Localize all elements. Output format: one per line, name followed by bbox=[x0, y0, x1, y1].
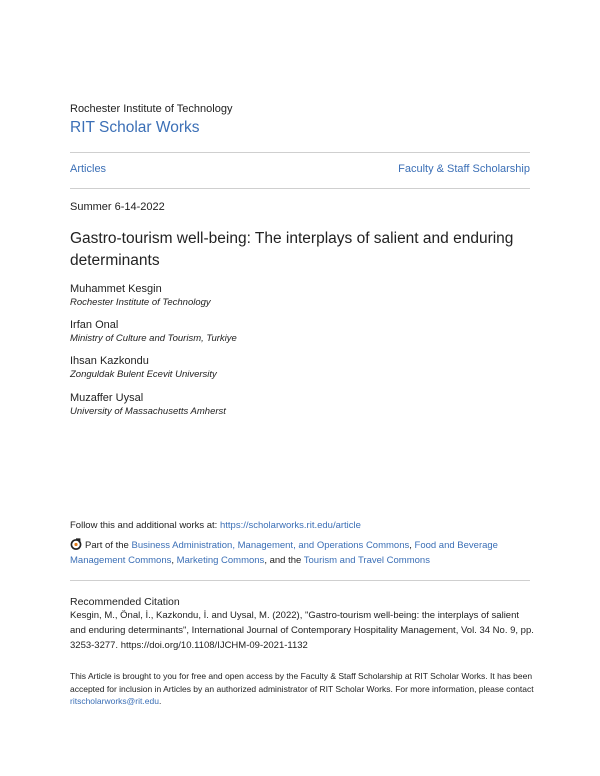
faculty-staff-scholarship-link[interactable]: Faculty & Staff Scholarship bbox=[398, 163, 530, 175]
author-block bbox=[70, 354, 217, 382]
recommended-citation-heading: Recommended Citation bbox=[70, 596, 180, 608]
repository-title-link[interactable]: RIT Scholar Works bbox=[70, 119, 200, 136]
access-note-text: This Article is brought to you for free and open access by the Faculty & Staff Scholarship at RIT Scholar Works. It has been accepted for inclusion in Articles by an authorized administrator of RIT Scholar Works. For more information, please contact bbox=[70, 671, 534, 694]
nav-divider bbox=[70, 188, 530, 189]
access-note bbox=[70, 670, 535, 708]
follow-line bbox=[70, 518, 540, 533]
open-access-icon bbox=[70, 538, 82, 550]
articles-link[interactable]: Articles bbox=[70, 163, 107, 175]
commons-link-food-beverage[interactable]: Food and Beverage Management Commons bbox=[70, 540, 498, 566]
citation-divider bbox=[70, 580, 530, 581]
author-affiliation: University of Massachusetts Amherst bbox=[70, 406, 226, 417]
part-of-sep: , bbox=[171, 555, 177, 566]
part-of-line bbox=[70, 538, 540, 568]
author-name: Ihsan Kazkondu bbox=[70, 355, 149, 367]
recommended-citation-text: Kesgin, M., Önal, İ., Kazkondu, İ. and Uysal, M. (2022), "Gastro-tourism well-being: the interplays of salient and enduring determinants", International Journal of Contemporary Hospitality Management, Vol. 34 No. 9, pp. 3253-3277. https://doi.org/10.1108/IJCHM-09-2021-1132 bbox=[70, 610, 534, 651]
part-of-sep: , bbox=[409, 540, 415, 551]
commons-link-business[interactable]: Business Administration, Management, and Operations Commons bbox=[131, 540, 410, 551]
publication-date: Summer 6-14-2022 bbox=[70, 201, 165, 213]
author-block bbox=[70, 318, 237, 346]
author-name: Muhammet Kesgin bbox=[70, 283, 162, 295]
header-divider bbox=[70, 152, 530, 153]
author-block bbox=[70, 391, 226, 419]
commons-link-tourism[interactable]: Tourism and Travel Commons bbox=[303, 555, 430, 566]
part-of-prefix: Part of the bbox=[85, 540, 132, 551]
author-block bbox=[70, 282, 211, 310]
part-of-sep: , and the bbox=[264, 555, 304, 566]
paper-title: Gastro-tourism well-being: The interplays of salient and enduring determinants bbox=[70, 230, 514, 269]
author-affiliation: Rochester Institute of Technology bbox=[70, 297, 211, 308]
author-affiliation: Ministry of Culture and Tourism, Turkiye bbox=[70, 333, 237, 344]
follow-link[interactable]: https://scholarworks.rit.edu/article bbox=[219, 520, 361, 531]
institution-name: Rochester Institute of Technology bbox=[70, 103, 233, 115]
follow-text: Follow this and additional works at: bbox=[70, 520, 220, 531]
author-affiliation: Zonguldak Bulent Ecevit University bbox=[70, 369, 217, 380]
author-name: Muzaffer Uysal bbox=[70, 392, 144, 404]
commons-link-marketing[interactable]: Marketing Commons bbox=[176, 555, 265, 566]
contact-email-link[interactable]: ritscholarworks@rit.edu bbox=[70, 696, 159, 706]
access-note-end: . bbox=[158, 696, 162, 706]
author-name: Irfan Onal bbox=[70, 319, 119, 331]
